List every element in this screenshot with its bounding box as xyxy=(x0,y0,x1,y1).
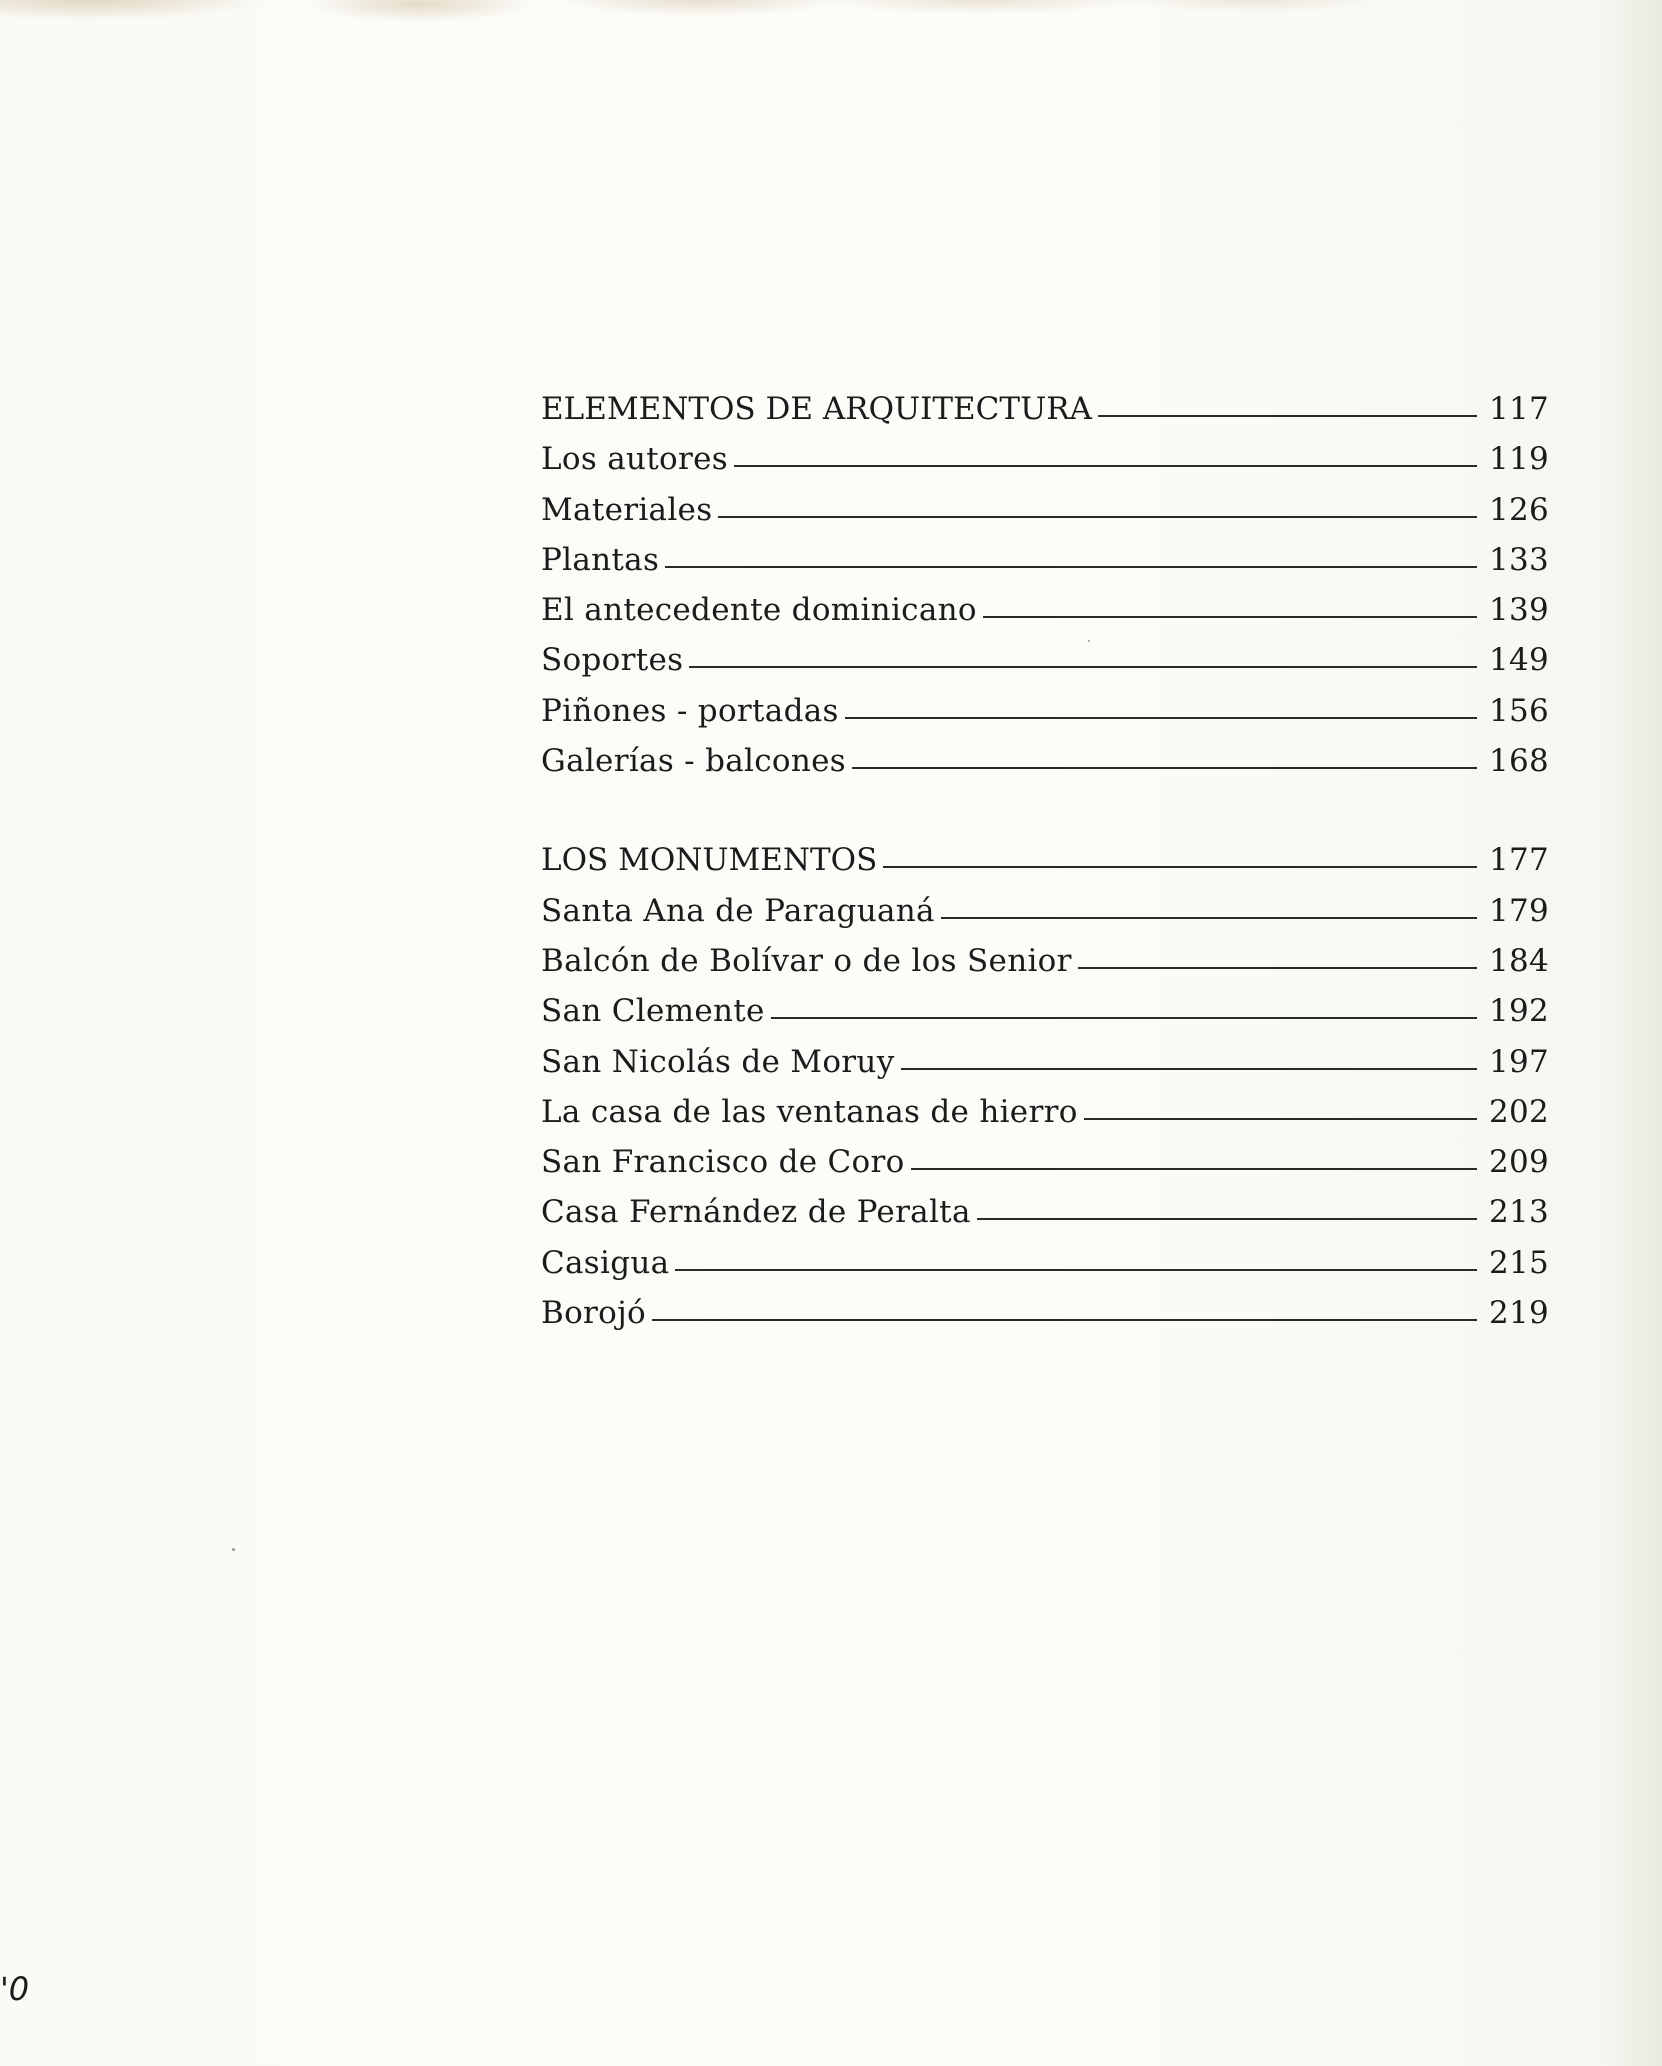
table-of-contents xyxy=(541,384,1550,1338)
toc-entry-page: 184 xyxy=(1489,942,1550,979)
dot-leader xyxy=(718,516,1477,518)
toc-heading-title: LOS MONUMENTOS xyxy=(541,842,878,879)
toc-entry xyxy=(541,736,1550,786)
toc-entry-title: El antecedente dominicano xyxy=(541,592,977,629)
page-number-folio: '0 xyxy=(0,1970,30,2008)
toc-entry xyxy=(541,1087,1550,1137)
toc-heading-title: ELEMENTOS DE ARQUITECTURA xyxy=(541,391,1092,427)
toc-entry-title: San Francisco de Coro xyxy=(541,1144,905,1181)
toc-entry xyxy=(541,1238,1550,1288)
dot-leader xyxy=(771,1017,1477,1019)
toc-entry xyxy=(541,585,1550,635)
toc-entry-title: Borojó xyxy=(541,1295,647,1332)
toc-entry-title: Piñones - portadas xyxy=(541,692,839,729)
toc-entry-title: Balcón de Bolívar o de los Senior xyxy=(541,942,1072,979)
toc-entry xyxy=(541,1137,1550,1187)
dot-leader xyxy=(1098,415,1477,417)
toc-entry-title: La casa de las ventanas de hierro xyxy=(541,1093,1078,1130)
toc-entry-title: San Nicolás de Moruy xyxy=(541,1043,895,1080)
toc-entry-page: 149 xyxy=(1489,642,1550,679)
dot-leader xyxy=(883,866,1477,868)
dot-leader xyxy=(852,767,1477,769)
dot-leader xyxy=(675,1269,1477,1271)
toc-entry xyxy=(541,635,1550,685)
dot-leader xyxy=(983,616,1477,618)
toc-entry-page: 213 xyxy=(1489,1194,1550,1231)
toc-entry-title: Materiales xyxy=(541,491,713,528)
toc-entry-page: 179 xyxy=(1489,892,1550,929)
toc-section-monumentos xyxy=(541,835,1550,1338)
dot-leader xyxy=(689,666,1477,668)
toc-section-elementos xyxy=(541,384,1550,786)
dot-leader xyxy=(901,1068,1477,1070)
toc-entry xyxy=(541,535,1550,585)
toc-entry-title: Plantas xyxy=(541,541,660,578)
dot-leader xyxy=(734,465,1477,467)
dot-leader xyxy=(911,1168,1477,1170)
toc-entry-title: Casigua xyxy=(541,1244,670,1281)
toc-entry xyxy=(541,686,1550,736)
toc-entry-page: 202 xyxy=(1489,1093,1550,1130)
toc-entry xyxy=(541,886,1550,936)
toc-entry-page: 168 xyxy=(1489,743,1550,780)
toc-entry-title: Galerías - balcones xyxy=(541,743,846,780)
toc-entry-page: 139 xyxy=(1489,592,1550,629)
toc-heading xyxy=(541,384,1550,434)
toc-entry-title: Los autores xyxy=(541,441,728,478)
toc-entry-page: 219 xyxy=(1489,1295,1550,1332)
dot-leader xyxy=(1078,967,1477,969)
paper-speck xyxy=(232,1548,235,1551)
dot-leader xyxy=(977,1218,1477,1220)
dot-leader xyxy=(665,566,1477,568)
toc-entry xyxy=(541,1037,1550,1087)
toc-entry-page: 133 xyxy=(1489,541,1550,578)
dot-leader xyxy=(941,917,1477,919)
toc-entry-page: 192 xyxy=(1489,993,1550,1030)
toc-entry-page: 215 xyxy=(1489,1244,1550,1281)
toc-heading-page: 117 xyxy=(1489,391,1550,427)
paper-stain xyxy=(0,0,1662,48)
toc-entry-page: 209 xyxy=(1489,1144,1550,1181)
toc-entry-title: Soportes xyxy=(541,642,684,679)
dot-leader xyxy=(652,1319,1477,1321)
toc-entry-title: Casa Fernández de Peralta xyxy=(541,1194,971,1231)
toc-entry xyxy=(541,1288,1550,1338)
toc-entry-page: 126 xyxy=(1489,491,1550,528)
toc-entry xyxy=(541,986,1550,1036)
toc-entry xyxy=(541,1187,1550,1237)
toc-heading-page: 177 xyxy=(1489,842,1550,879)
toc-heading xyxy=(541,835,1550,885)
toc-entry xyxy=(541,936,1550,986)
toc-entry-page: 156 xyxy=(1489,692,1550,729)
toc-entry-page: 119 xyxy=(1489,441,1550,478)
toc-entry xyxy=(541,434,1550,484)
page-edge-shadow xyxy=(1602,0,1662,2066)
toc-entry-title: San Clemente xyxy=(541,993,765,1030)
dot-leader xyxy=(845,717,1477,719)
toc-entry-page: 197 xyxy=(1489,1043,1550,1080)
toc-entry-title: Santa Ana de Paraguaná xyxy=(541,892,935,929)
toc-entry xyxy=(541,485,1550,535)
dot-leader xyxy=(1084,1118,1477,1120)
